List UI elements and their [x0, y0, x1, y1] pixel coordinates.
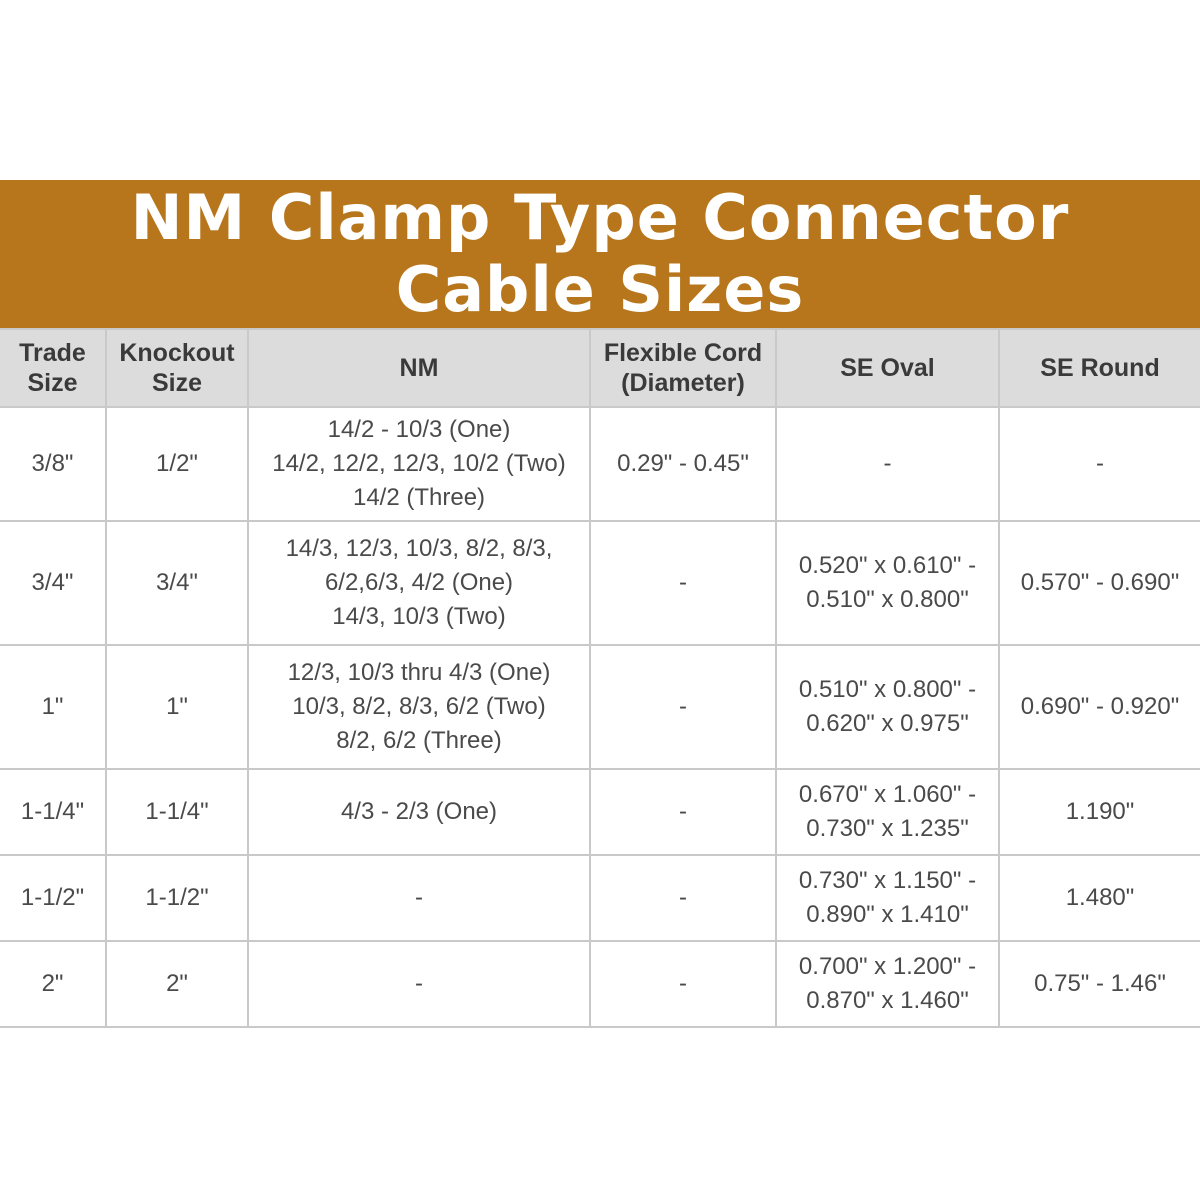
trade-size-cell: 1" [0, 645, 106, 769]
title-line-2: Cable Sizes [395, 253, 805, 326]
header-text: Knockout [119, 339, 235, 367]
nm-cell [248, 941, 590, 1027]
table-row [0, 407, 1200, 521]
header-text: (Diameter) [621, 369, 745, 397]
nm-cell [248, 855, 590, 941]
knockout-size-cell: 1/2" [106, 407, 248, 521]
trade-size-cell: 3/8" [0, 407, 106, 521]
nm-cell [248, 645, 590, 769]
trade-size-cell: 1-1/4" [0, 769, 106, 855]
header-text: Size [27, 369, 78, 397]
nm-line: - [415, 970, 423, 997]
header-row [0, 329, 1200, 407]
knockout-size-cell: 1-1/4" [106, 769, 248, 855]
nm-line: 14/2 - 10/3 (One) [327, 416, 511, 443]
trade-size-cell: 2" [0, 941, 106, 1027]
flexible-cord-cell: - [590, 521, 776, 645]
table-row [0, 941, 1200, 1027]
table-row [0, 521, 1200, 645]
nm-line: 6/2,6/3, 4/2 (One) [324, 569, 514, 596]
flexible-cord-cell: - [590, 645, 776, 769]
header-text: NM [399, 354, 439, 382]
nm-line: 14/3, 12/3, 10/3, 8/2, 8/3, [285, 535, 553, 562]
table-row [0, 769, 1200, 855]
knockout-size-cell: 1-1/2" [106, 855, 248, 941]
se-oval-line: 0.670" x 1.060" - [798, 781, 977, 808]
header-knockout-size [106, 329, 248, 407]
se-oval-line: 0.700" x 1.200" - [798, 953, 977, 980]
spec-sheet [0, 180, 1200, 1028]
se-round-cell: 1.190" [999, 769, 1200, 855]
nm-cell [248, 769, 590, 855]
se-oval-line: - [883, 450, 892, 477]
header-se-round [999, 329, 1200, 407]
se-round-cell: - [999, 407, 1200, 521]
header-text: SE Round [1040, 354, 1160, 382]
cable-size-table [0, 328, 1200, 1028]
header-text: SE Oval [840, 354, 935, 382]
nm-line: 14/3, 10/3 (Two) [332, 603, 506, 630]
nm-cell [248, 521, 590, 645]
se-oval-line: 0.870" x 1.460" [806, 987, 969, 1014]
header-text: Size [151, 369, 203, 397]
knockout-size-cell: 2" [106, 941, 248, 1027]
trade-size-cell: 1-1/2" [0, 855, 106, 941]
trade-size-cell: 3/4" [0, 521, 106, 645]
se-oval-cell [776, 941, 999, 1027]
header-text: Trade [19, 339, 86, 367]
nm-line: 4/3 - 2/3 (One) [340, 798, 498, 825]
header-flexible-cord [590, 329, 776, 407]
table-row [0, 645, 1200, 769]
se-oval-line: 0.730" x 1.235" [806, 815, 969, 842]
header-trade-size [0, 329, 106, 407]
se-oval-cell [776, 407, 999, 521]
se-oval-line: 0.620" x 0.975" [806, 710, 969, 737]
title-line-1: NM Clamp Type Connector [130, 181, 1070, 254]
se-oval-cell [776, 645, 999, 769]
knockout-size-cell: 3/4" [106, 521, 248, 645]
se-round-cell: 0.690" - 0.920" [999, 645, 1200, 769]
nm-line: 10/3, 8/2, 8/3, 6/2 (Two) [292, 693, 546, 720]
se-oval-cell [776, 521, 999, 645]
knockout-size-cell: 1" [106, 645, 248, 769]
se-oval-line: 0.890" x 1.410" [806, 901, 969, 928]
title-banner [0, 180, 1200, 328]
nm-line: 14/2, 12/2, 12/3, 10/2 (Two) [272, 450, 566, 477]
nm-cell [248, 407, 590, 521]
table-row [0, 855, 1200, 941]
nm-line: 12/3, 10/3 thru 4/3 (One) [287, 659, 551, 686]
header-se-oval [776, 329, 999, 407]
se-oval-cell [776, 769, 999, 855]
flexible-cord-cell: 0.29" - 0.45" [590, 407, 776, 521]
se-oval-line: 0.510" x 0.800" - [798, 676, 977, 703]
flexible-cord-cell: - [590, 855, 776, 941]
se-oval-cell [776, 855, 999, 941]
se-round-cell: 1.480" [999, 855, 1200, 941]
nm-line: 14/2 (Three) [352, 484, 486, 511]
se-round-cell: 0.75" - 1.46" [999, 941, 1200, 1027]
se-oval-line: 0.520" x 0.610" - [798, 552, 977, 579]
flexible-cord-cell: - [590, 769, 776, 855]
flexible-cord-cell: - [590, 941, 776, 1027]
header-nm [248, 329, 590, 407]
se-oval-line: 0.510" x 0.800" [806, 586, 969, 613]
se-oval-line: 0.730" x 1.150" - [798, 867, 977, 894]
se-round-cell: 0.570" - 0.690" [999, 521, 1200, 645]
nm-line: - [415, 884, 423, 911]
nm-line: 8/2, 6/2 (Three) [336, 727, 502, 754]
header-text: Flexible Cord [603, 339, 763, 367]
